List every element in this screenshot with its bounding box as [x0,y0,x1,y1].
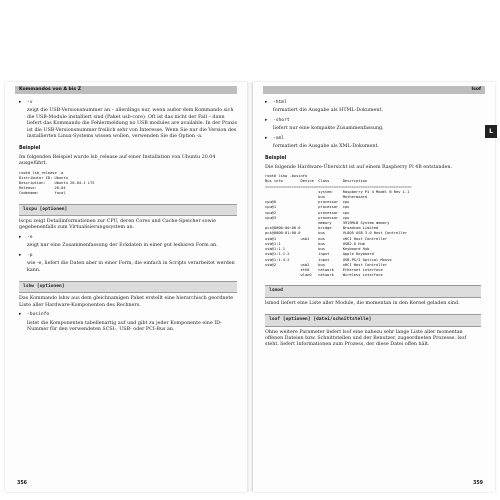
option-name: -v [27,100,33,105]
option-description: zeigt die USB-Versionsnummer an – allerdings nur, wenn außer dem Kommando sich die USB-Module installiert sind (Paket usb-core). Oft ist das nicht der Fall – dann liefert das Kommando die Fehlermeldung no USB modules are available. In der Praxis ist die USB-Versionsnummer freilich sehr von Interesse. Wenn Sie nur die Version des installierten Linux-Systems wissen wollen, verwenden Sie die Option -a. [27,108,237,140]
option-item [19,235,237,241]
example-text: Im folgenden Beispiel wurde lsb_release auf einer Installation von Ubuntu 20.04 ausgeführt. [19,154,216,167]
chapter-thumb-tab: L [485,125,497,138]
triangle-bullet-icon: ▸ [19,252,22,258]
option-name: -xml [273,135,285,141]
option-description: formatiert die Ausgabe als XML-Dokument. [273,144,379,150]
option-description: liefert nur eine kompakte Zusammenfassung. [273,126,384,132]
triangle-bullet-icon: ▸ [265,117,268,123]
option-description: zeigt nur eine Zusammenfassung der Eckdaten in einer gut lesbaren Form an. [27,243,218,249]
code-block-lsb-release: root# lsb_release -a Distributor ID: Ubuntu Description: Ubuntu 20.04.1 LTS Release: 20.04 Codename: focal [19,170,95,196]
option-item [19,312,237,318]
triangle-bullet-icon: ▸ [265,100,268,105]
option-name: -short [273,117,290,123]
example-heading: Beispiel [19,146,41,152]
right-page [253,82,495,492]
left-page-content [19,100,237,336]
command-heading-lsof: lsof [optionen] [datei/schnittstelle] [265,314,481,326]
option-description: wie -e, liefert die Daten aber in einer Form, die einfach in Scripts verarbeitet werden kann. [27,261,235,273]
left-page [5,82,247,492]
lsmod-text: lsmod liefert eine Liste aller Module, die momentan in den Kernel geladen sind. [265,300,460,306]
code-block-lshw: root# lshw -businfo Bus info Device Class Description ================================================================== system Raspberry Pi 4 Model B Rev 1.1 bus Motherboard cpu@0 processor cpu cpu@1 processor cpu cpu@2 processor cpu cpu@3 processor cpu memory 3919MiB System memory pci@0000:00:00.0 bridge Broadcom Limited pci@0000:01:00.0 bus VL805 USB 3.0 Host Controller usb@1 usb1 bus xHCI Host Controller usb@1:1 bus USB2.0 Hub usb@1:1.1 bus Keyboard Hub usb@1:1.1.2 input Apple Keyboard usb@1:1.4.2 input USB-PS/2 Optical Mouse usb@2 usb2 bus xHCI Host Controller eth0 network Ethernet interface wlan0 network Wireless interface [265,174,412,278]
page-number: 359 [472,481,483,486]
option-name: -html [273,100,287,105]
option-item [265,100,481,106]
option-item [265,118,481,124]
right-page-content [265,100,481,352]
option-item [19,253,237,259]
lscpu-text: lscpu zeigt Detailinformationen zur CPU, deren Cores und Cache-Speicher sowie gegebenenfalls zum Virtualisierungssystem an. [19,219,216,231]
option-name: -e [27,234,33,240]
page-number: 356 [17,481,28,486]
command-heading-lsmod: lsmod [265,285,481,297]
option-name: -p [27,252,33,258]
right-running-header: lsof [263,86,485,94]
option-description: listet die Komponenten tabellenartig auf und gibt zu jeder Komponente eine ID-Nummer für den verwendeten SCSI-, USB- oder PCI-Bus an. [27,320,222,332]
triangle-bullet-icon: ▸ [19,234,22,240]
left-running-header: Kommandos von A bis Z [15,86,237,94]
option-item [265,136,481,142]
lsof-text: Ohne weitere Parameter liefert lsof eine nahezu sehr lange Liste aller momentan offenen Dateien bzw. Schnittstellen und der Benutzer, zugeordneten Prozesse. lsof steht. liefert Informationen zum Prozess, der diese Datei offen hält. [265,329,467,348]
option-description: formatiert die Ausgabe als HTML-Dokument. [273,108,383,114]
triangle-bullet-icon: ▸ [19,100,22,105]
command-heading-lshw: lshw [optionen] [19,281,237,293]
triangle-bullet-icon: ▸ [19,312,22,318]
example-heading: Beispiel [265,156,287,162]
option-name: -businfo [27,312,50,318]
command-heading-lscpu: lscpu [optionen] [19,204,237,216]
triangle-bullet-icon: ▸ [265,135,268,141]
lshw-text: Das Kommando lshw aus dem gleichnamigen Paket erstellt eine hierarchisch geordnete Liste aller Hardware-Komponenten des Rechners. [19,296,234,308]
option-item [19,100,237,106]
example-text: Die folgende Hardware-Übersicht ist auf einem Raspberry Pi 4B entstanden. [265,164,452,170]
